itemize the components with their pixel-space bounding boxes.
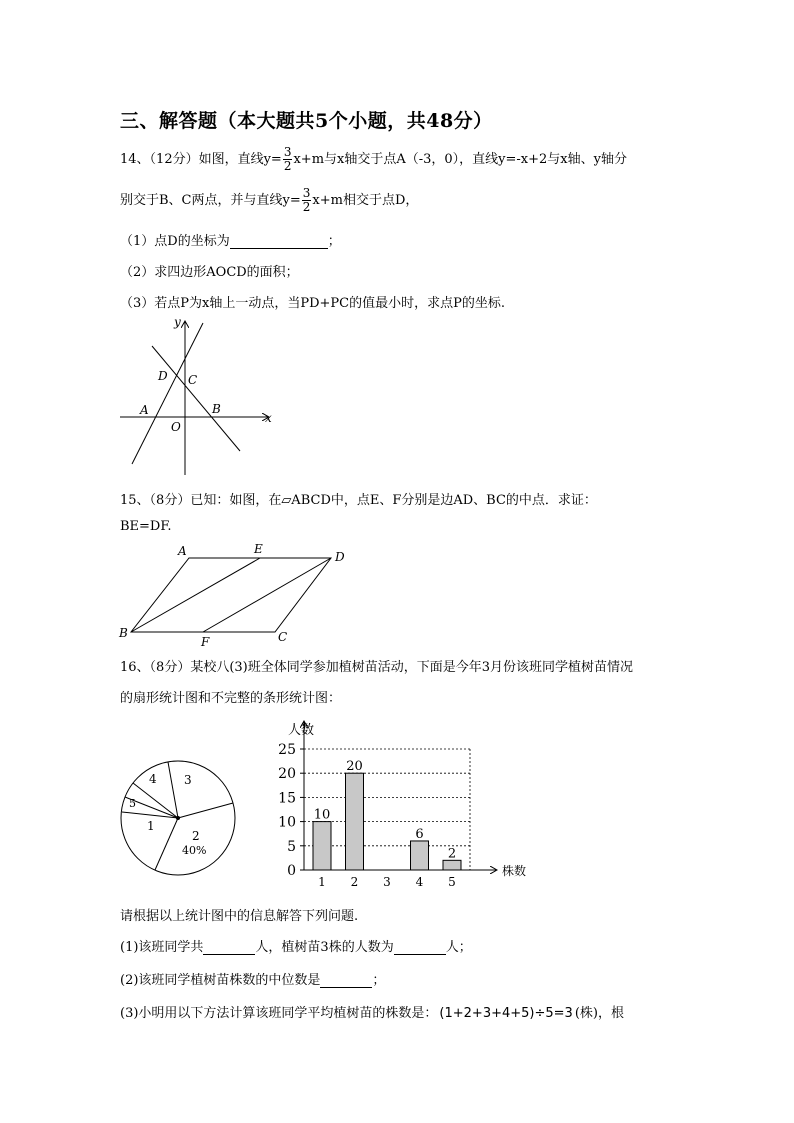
x-tick-label: 5 [448, 875, 456, 889]
q14-part1-text: （1）点D的坐标为 [120, 234, 230, 249]
pie-label-1: 1 [147, 819, 155, 833]
pie-label-3: 3 [184, 773, 192, 787]
segment-be [131, 558, 260, 632]
y-tick-label: 0 [287, 863, 296, 879]
x-tick-label: 1 [318, 875, 326, 889]
pie-label-2: 2 [192, 829, 200, 843]
q16-part1-text-b: 人，植树苗3株的人数为 [255, 940, 394, 955]
q16-part3-text: (3)小明用以下方法计算该班同学平均植树苗的株数是： [120, 1006, 438, 1021]
label-a: A [140, 403, 149, 417]
pie-label-5: 5 [129, 797, 136, 810]
q15-parallelogram-figure [115, 540, 350, 648]
q14-text-c: 别交于B、C两点，并与直线y= [120, 193, 301, 208]
q14-part1-end: ； [327, 234, 341, 249]
y-tick-label: 5 [287, 838, 296, 855]
fraction [302, 187, 312, 214]
x-tick-label: 3 [383, 875, 391, 889]
label-e: E [254, 542, 263, 556]
label-c: C [278, 630, 288, 644]
pie-chart [115, 755, 240, 880]
bar-data-label: 6 [415, 826, 424, 842]
y-tick-label: 10 [278, 814, 296, 831]
q14-part1 [120, 230, 341, 249]
answer-blank [203, 940, 255, 955]
y-tick-label: 25 [278, 742, 296, 758]
q16-part2 [120, 969, 385, 988]
pie-percent-label: 40% [182, 844, 207, 857]
q14-text-a: 14、（12分）如图，直线y= [120, 152, 282, 167]
label-y: y [174, 315, 181, 329]
x-axis-title: 株数 [502, 864, 527, 878]
bar-data-label: 20 [346, 759, 363, 775]
label-o: O [171, 420, 181, 434]
segment-df [203, 558, 331, 632]
q15-line2: BE=DF. [120, 519, 172, 534]
section-title: 三、解答题（本大题共5个小题，共48分） [120, 110, 493, 132]
label-b: B [212, 402, 221, 416]
q14-coordinate-figure [110, 310, 280, 480]
q16-part1-text-a: (1)该班同学共 [120, 940, 204, 955]
x-tick-label: 4 [415, 875, 424, 889]
bar [443, 860, 461, 870]
answer-blank [394, 940, 446, 955]
answer-blank [230, 234, 328, 249]
q14-text-b: x+m与x轴交于点A（-3，0），直线y=-x+2与x轴、y轴分 [293, 152, 627, 167]
label-b: B [119, 626, 128, 640]
q16-part1-text-c: 人； [445, 940, 472, 955]
fraction-numerator: 3 [283, 145, 292, 159]
pie-center [176, 816, 180, 820]
bar [346, 773, 364, 870]
bar [313, 822, 331, 870]
label-a: A [178, 544, 187, 558]
q16-formula: (1+2+3+4+5)÷5=3 [439, 1006, 573, 1021]
y-axis-title: 人数 [288, 723, 315, 738]
fraction [283, 146, 293, 173]
label-d: D [158, 369, 168, 383]
label-f: F [201, 635, 210, 648]
answer-blank [320, 973, 372, 988]
q16-line2: 的扇形统计图和不完整的条形统计图： [120, 691, 342, 706]
q16-part3-end: (株)，根 [574, 1006, 624, 1021]
q16-part2-text: (2)该班同学植树苗株数的中位数是 [120, 973, 321, 988]
bar-data-label: 2 [447, 846, 457, 862]
q16-instruction: 请根据以上统计图中的信息解答下列问题. [120, 909, 359, 924]
y-tick-label: 20 [278, 766, 296, 783]
q14-line2 [120, 187, 418, 214]
x-tick-label: 2 [350, 875, 359, 889]
fraction-denominator: 2 [302, 200, 311, 214]
label-d: D [335, 550, 345, 564]
label-x: x [265, 411, 272, 425]
q16-part3 [120, 1002, 624, 1021]
fraction-numerator: 3 [302, 186, 311, 200]
q16-line1: 16、（8分）某校八(3)班全体同学参加植树苗活动，下面是今年3月份该班同学植树苗情况 [120, 660, 633, 675]
q14-text-d: x+m相交于点D， [312, 193, 419, 208]
q16-part1 [120, 936, 472, 955]
parallelogram-abcd [131, 558, 331, 632]
q15-line1: 15、（8分）已知：如图，在▱ABCD中，点E、F分别是边AD、BC的中点．求证： [120, 493, 597, 508]
q14-part3: （3）若点P为x轴上一动点，当PD+PC的值最小时，求点P的坐标. [120, 296, 505, 311]
q14-part2: （2）求四边形AOCD的面积； [120, 265, 299, 280]
bar-data-label: 10 [313, 807, 331, 823]
fraction-denominator: 2 [283, 159, 292, 173]
q16-part2-end: ； [372, 973, 386, 988]
label-c: C [188, 373, 198, 387]
pie-label-4: 4 [149, 772, 157, 786]
q14-line1 [120, 146, 627, 173]
bar [411, 841, 429, 870]
bar-chart [262, 712, 547, 890]
y-tick-label: 15 [278, 790, 296, 807]
